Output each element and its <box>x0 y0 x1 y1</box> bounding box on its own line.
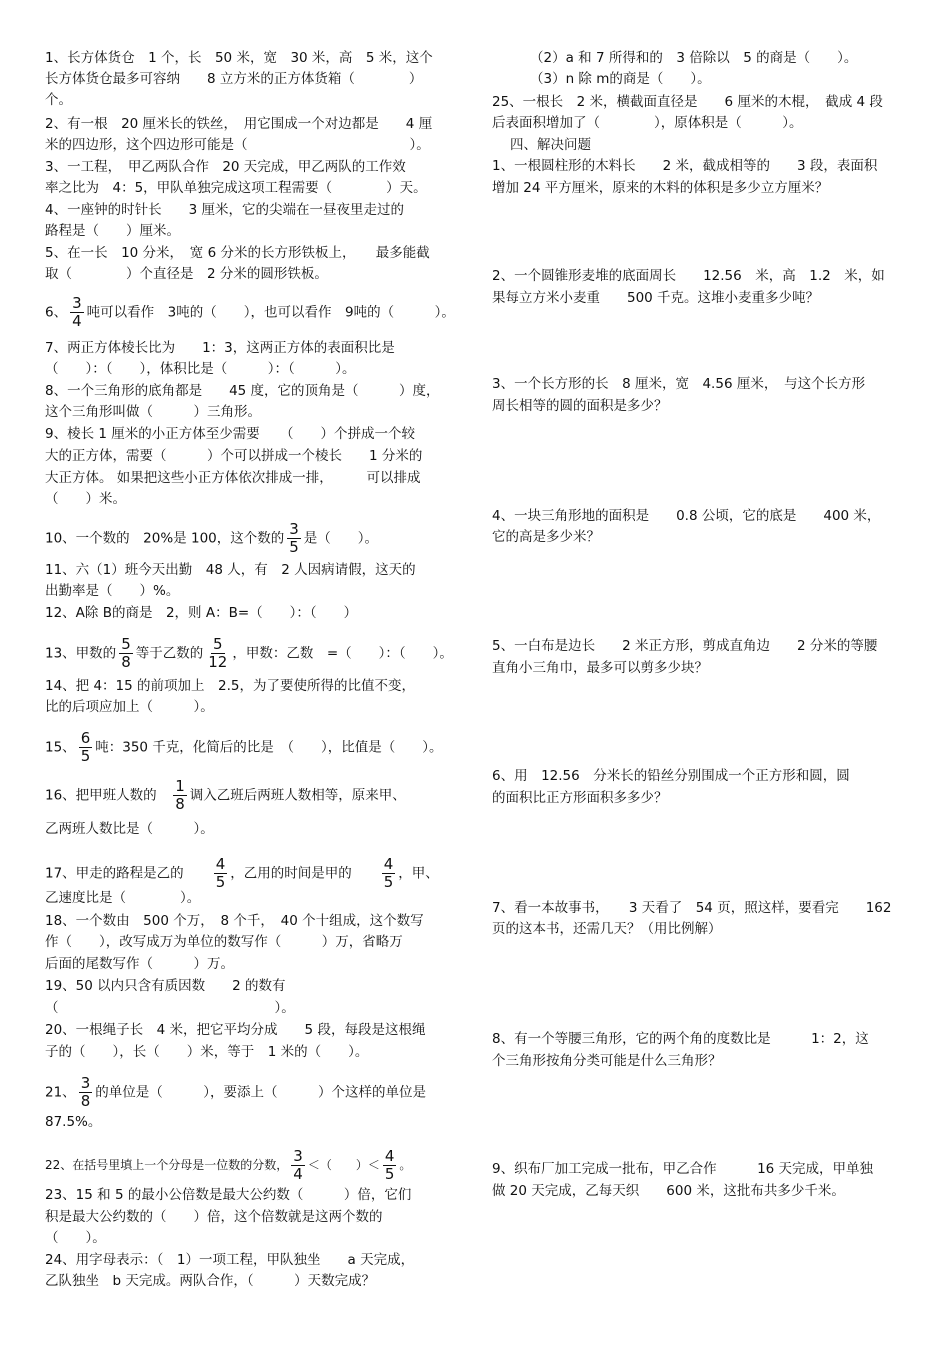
line-text: 大的正方体，需要（ ）个可以拼成一个棱长 1 分米的 <box>45 448 423 464</box>
text-line <box>45 998 295 1019</box>
text-line <box>492 374 865 395</box>
text-line <box>45 489 126 510</box>
line-text: 乙速度比是（ ）。 <box>45 890 201 906</box>
fraction <box>206 636 229 671</box>
text-line <box>45 1148 411 1183</box>
line-text: ，甲数：乙数 =（ ）：（ ）。 <box>232 645 453 662</box>
line-text: 长方体货仓最多可容纳 8 立方米的正方体货箱（ ） <box>45 71 423 87</box>
line-text: 后面的尾数写作（ ）万。 <box>45 956 234 972</box>
fraction-denominator: 5 <box>384 1165 395 1183</box>
text-line <box>45 402 261 423</box>
line-text: 乙两班人数比是（ ）。 <box>45 821 214 837</box>
text-line <box>45 676 415 697</box>
line-text: 3、一个长方形的长 8 厘米，宽 4.56 厘米， 与这个长方形 <box>492 376 866 392</box>
text-line <box>492 178 828 199</box>
text-line <box>45 468 421 489</box>
text-line <box>45 581 179 602</box>
line-text: 调入乙班后两班人数相等，原来甲、 <box>189 787 406 804</box>
line-text: 15、 <box>45 739 76 756</box>
line-text: 19、50 以内只含有质因数 2 的数有 <box>45 978 286 994</box>
line-text: 14、把 4：15 的前项加上 2.5，为了要使所得的比值不变， <box>45 678 415 694</box>
text-line <box>492 898 891 919</box>
line-text: 个三角形按角分类可能是什么三角形？ <box>492 1053 722 1069</box>
line-text: 吨可以看作 3吨的（ ），也可以看作 9吨的（ ）。 <box>86 304 455 321</box>
line-text: 做 20 天完成，乙每天织 600 米，这批布共多少千米。 <box>492 1183 845 1199</box>
line-text: 7、两正方体棱长比为 1：3，这两正方体的表面积比是 <box>45 340 395 356</box>
fraction-denominator: 4 <box>293 1165 303 1183</box>
text-line <box>510 135 591 156</box>
line-text: 21、 <box>45 1084 76 1101</box>
fraction-numerator: 5 <box>121 635 131 653</box>
text-line <box>530 69 711 90</box>
fraction-numerator: 6 <box>80 729 91 747</box>
line-text: 2、一个圆锥形麦堆的底面周长 12.56 米，高 1.2 米，如 <box>492 268 885 284</box>
fraction-denominator: 8 <box>175 795 185 813</box>
line-text: 20、一根绳子长 4 米，把它平均分成 5 段，每段是这根绳 <box>45 1022 426 1038</box>
line-text: 1、长方体货仓 1 个，长 50 米，宽 30 米，高 5 米，这个 <box>45 50 433 66</box>
fraction <box>173 778 187 813</box>
fraction <box>291 1148 305 1183</box>
fraction-denominator: 8 <box>80 1092 91 1110</box>
text-line <box>492 766 850 787</box>
text-line <box>45 636 453 671</box>
fraction-denominator: 8 <box>121 653 131 671</box>
text-line <box>45 778 406 813</box>
text-line <box>45 381 440 402</box>
fraction-numerator: 3 <box>80 1074 91 1092</box>
text-line <box>492 1051 722 1072</box>
text-line <box>45 359 356 380</box>
text-line <box>45 48 433 69</box>
line-text: 作（ ），改写成万为单位的数写作（ ）万，省略万 <box>45 934 403 950</box>
line-text: 5、一白布是边长 2 米正方形，剪成直角边 2 分米的等腰 <box>492 638 878 654</box>
line-text: 果每立方米小麦重 500 千克。这堆小麦重多少吨？ <box>492 290 820 306</box>
text-line <box>45 90 72 111</box>
text-line <box>492 788 668 809</box>
fraction-numerator: 3 <box>289 520 299 538</box>
line-text: （ ）米。 <box>45 491 126 507</box>
line-text: 米的四边形，这个四边形可能是（ ）。 <box>45 137 430 153</box>
fraction <box>383 1148 397 1183</box>
fraction-denominator: 5 <box>383 873 394 891</box>
line-text: 4、一块三角形地的面积是 0.8 公顷，它的底是 400 米， <box>492 508 881 524</box>
text-line <box>492 396 668 417</box>
line-text: 出勤率是（ ）%。 <box>45 583 180 599</box>
line-text: 四、解决问题 <box>510 137 591 153</box>
text-line <box>45 295 455 330</box>
text-line <box>45 521 378 556</box>
text-line <box>45 819 214 840</box>
line-text: 乙队独坐 b 天完成。两队合作，（ ）天数完成？ <box>45 1273 376 1289</box>
line-text: 7、看一本故事书， 3 天看了 54 页，照这样，要看完 162 <box>492 900 892 916</box>
line-text: 大正方体。 如果把这些小正方体依次排成一排， 可以排成 <box>45 470 421 486</box>
line-text: （3）n 除 m的商是（ ）。 <box>530 71 711 87</box>
text-line <box>45 69 422 90</box>
line-text: 页的这本书，还需几天？（用比例解） <box>492 921 722 937</box>
line-text: 2、有一根 20 厘米长的铁丝， 用它围成一个对边都是 4 厘 <box>45 116 433 132</box>
fraction-denominator: 12 <box>208 653 228 671</box>
line-text: （2）a 和 7 所得和的 3 倍除以 5 的商是（ ）。 <box>530 50 858 66</box>
line-text: 5、在一长 10 分米， 宽 6 分米的长方形铁板上， 最多能截 <box>45 245 430 261</box>
fraction <box>79 730 93 765</box>
text-line <box>45 157 406 178</box>
text-line <box>492 113 803 134</box>
line-text: ＜（ ）＜ <box>307 1158 380 1172</box>
line-text: 子的（ ），长（ ）米，等于 1 米的（ ）。 <box>45 1044 369 1060</box>
line-text: 23、15 和 5 的最小公倍数是最大公约数（ ）倍，它们 <box>45 1187 412 1203</box>
text-line <box>492 1159 873 1180</box>
fraction-numerator: 4 <box>215 855 226 873</box>
text-line <box>492 266 885 287</box>
text-line <box>45 888 200 909</box>
fraction-denominator: 5 <box>215 873 226 891</box>
line-text: 取（ ）个直径是 2 分米的圆形铁板。 <box>45 266 328 282</box>
line-text: （ ）。 <box>45 1230 106 1246</box>
fraction <box>382 856 396 891</box>
line-text: 1、一根圆柱形的木料长 2 米，截成相等的 3 段，表面积 <box>492 158 878 174</box>
line-text: 17、甲走的路程是乙的 <box>45 865 211 882</box>
line-text: 增加 24 平方厘米，原来的木料的体积是多少立方厘米？ <box>492 180 829 196</box>
text-line <box>492 506 880 527</box>
text-line <box>492 288 819 309</box>
line-text: 路程是（ ）厘米。 <box>45 223 180 239</box>
line-text: ，乙用的时间是甲的 <box>230 865 379 882</box>
fraction <box>287 521 301 556</box>
text-line <box>45 1075 426 1110</box>
fraction-denominator: 5 <box>80 747 91 765</box>
line-text: 它的高是多少米？ <box>492 529 600 545</box>
line-text: 6、 <box>45 304 68 321</box>
line-text: ，甲、 <box>398 865 439 882</box>
line-text: 直角小三角巾，最多可以剪多少块？ <box>492 660 708 676</box>
fraction-numerator: 1 <box>175 777 185 795</box>
line-text: 积是最大公约数的（ ）倍，这个倍数就是这两个数的 <box>45 1209 383 1225</box>
line-text: （ ）：（ ），体积比是（ ）：（ ）。 <box>45 361 356 377</box>
text-line <box>492 156 877 177</box>
text-line <box>45 976 286 997</box>
line-text: 是（ ）。 <box>303 530 379 547</box>
text-line <box>45 135 430 156</box>
fraction <box>70 295 84 330</box>
line-text: 周长相等的圆的面积是多少？ <box>492 398 668 414</box>
text-line <box>45 200 404 221</box>
text-line <box>45 338 395 359</box>
text-line <box>45 932 403 953</box>
line-text: 4、一座钟的时针长 3 厘米，它的尖端在一昼夜里走过的 <box>45 202 404 218</box>
text-line <box>45 697 214 718</box>
fraction-numerator: 4 <box>383 855 394 873</box>
fraction <box>79 1075 93 1110</box>
text-line <box>45 243 430 264</box>
text-line <box>45 560 416 581</box>
line-text: 个。 <box>45 92 72 108</box>
line-text: 吨：350 千克，化简后的比是 （ ），比值是（ ）。 <box>95 739 443 756</box>
text-line <box>492 636 877 657</box>
line-text: 9、织布厂加工完成一批布，甲乙合作 16 天完成，甲单独 <box>492 1161 874 1177</box>
fraction-numerator: 4 <box>384 1147 395 1165</box>
text-line <box>492 527 600 548</box>
line-text: 16、把甲班人数的 <box>45 787 171 804</box>
line-text: （ ）。 <box>45 1000 295 1016</box>
line-text: 87.5%。 <box>45 1114 102 1130</box>
line-text: 10、一个数的 20%是 100，这个数的 <box>45 530 285 547</box>
text-line <box>45 221 180 242</box>
text-line <box>45 911 424 932</box>
text-line <box>45 424 415 445</box>
line-text: 率之比为 4：5，甲队单独完成这项工程需要（ ）天。 <box>45 180 427 196</box>
text-line <box>492 658 708 679</box>
text-line <box>492 919 722 940</box>
line-text: 24、用字母表示：（ 1）一项工程，甲队独坐 a 天完成， <box>45 1252 415 1268</box>
line-text: 。 <box>399 1158 412 1172</box>
fraction-denominator: 5 <box>289 538 299 556</box>
text-line <box>45 264 328 285</box>
fraction-numerator: 3 <box>293 1147 303 1165</box>
text-line <box>45 114 432 135</box>
fraction-numerator: 5 <box>213 635 223 653</box>
text-line <box>492 1181 845 1202</box>
text-line <box>492 1029 869 1050</box>
text-line <box>45 1185 411 1206</box>
text-line <box>492 92 883 113</box>
text-line <box>45 1207 383 1228</box>
text-line <box>45 1271 375 1292</box>
text-line <box>45 1112 101 1133</box>
fraction <box>214 856 228 891</box>
text-line <box>45 856 439 891</box>
line-text: 9、棱长 1 厘米的小正方体至少需要 （ ）个拼成一个较 <box>45 426 416 442</box>
text-line <box>45 1020 425 1041</box>
line-text: 6、用 12.56 分米长的铅丝分别围成一个正方形和圆，圆 <box>492 768 850 784</box>
text-line <box>530 48 857 69</box>
line-text: 22、在括号里填上一个分母是一位数的分数， <box>45 1158 289 1172</box>
text-line <box>45 730 443 765</box>
text-line <box>45 446 422 467</box>
line-text: 比的后项应加上（ ）。 <box>45 699 214 715</box>
line-text: 11、六（1）班今天出勤 48 人，有 2 人因病请假，这天的 <box>45 562 416 578</box>
line-text: 13、甲数的 <box>45 645 117 662</box>
line-text: 25、一根长 2 米，横截面直径是 6 厘米的木棍， 截成 4 段 <box>492 94 883 110</box>
fraction <box>119 636 133 671</box>
text-line <box>45 603 357 624</box>
fraction-numerator: 3 <box>72 294 82 312</box>
line-text: 8、一个三角形的底角都是 45 度，它的顶角是（ ）度， <box>45 383 440 399</box>
text-line <box>45 954 234 975</box>
line-text: 12、A除 B的商是 2，则 A：B=（ ）：（ ） <box>45 605 358 621</box>
line-text: 这个三角形叫做（ ）三角形。 <box>45 404 261 420</box>
text-line <box>45 1042 368 1063</box>
line-text: 的面积比正方形面积多多少？ <box>492 790 668 806</box>
line-text: 的单位是（ ），要添上（ ）个这样的单位是 <box>95 1084 426 1101</box>
line-text: 8、有一个等腰三角形，它的两个角的度数比是 1：2，这 <box>492 1031 869 1047</box>
line-text: 后表面积增加了（ ），原体积是（ ）。 <box>492 115 803 131</box>
fraction-denominator: 4 <box>72 312 82 330</box>
text-line <box>45 178 427 199</box>
line-text: 等于乙数的 <box>135 645 204 662</box>
text-line <box>45 1228 106 1249</box>
text-line <box>45 1250 414 1271</box>
line-text: 3、一工程， 甲乙两队合作 20 天完成，甲乙两队的工作效 <box>45 159 406 175</box>
line-text: 18、一个数由 500 个万， 8 个千， 40 个十组成，这个数写 <box>45 913 424 929</box>
